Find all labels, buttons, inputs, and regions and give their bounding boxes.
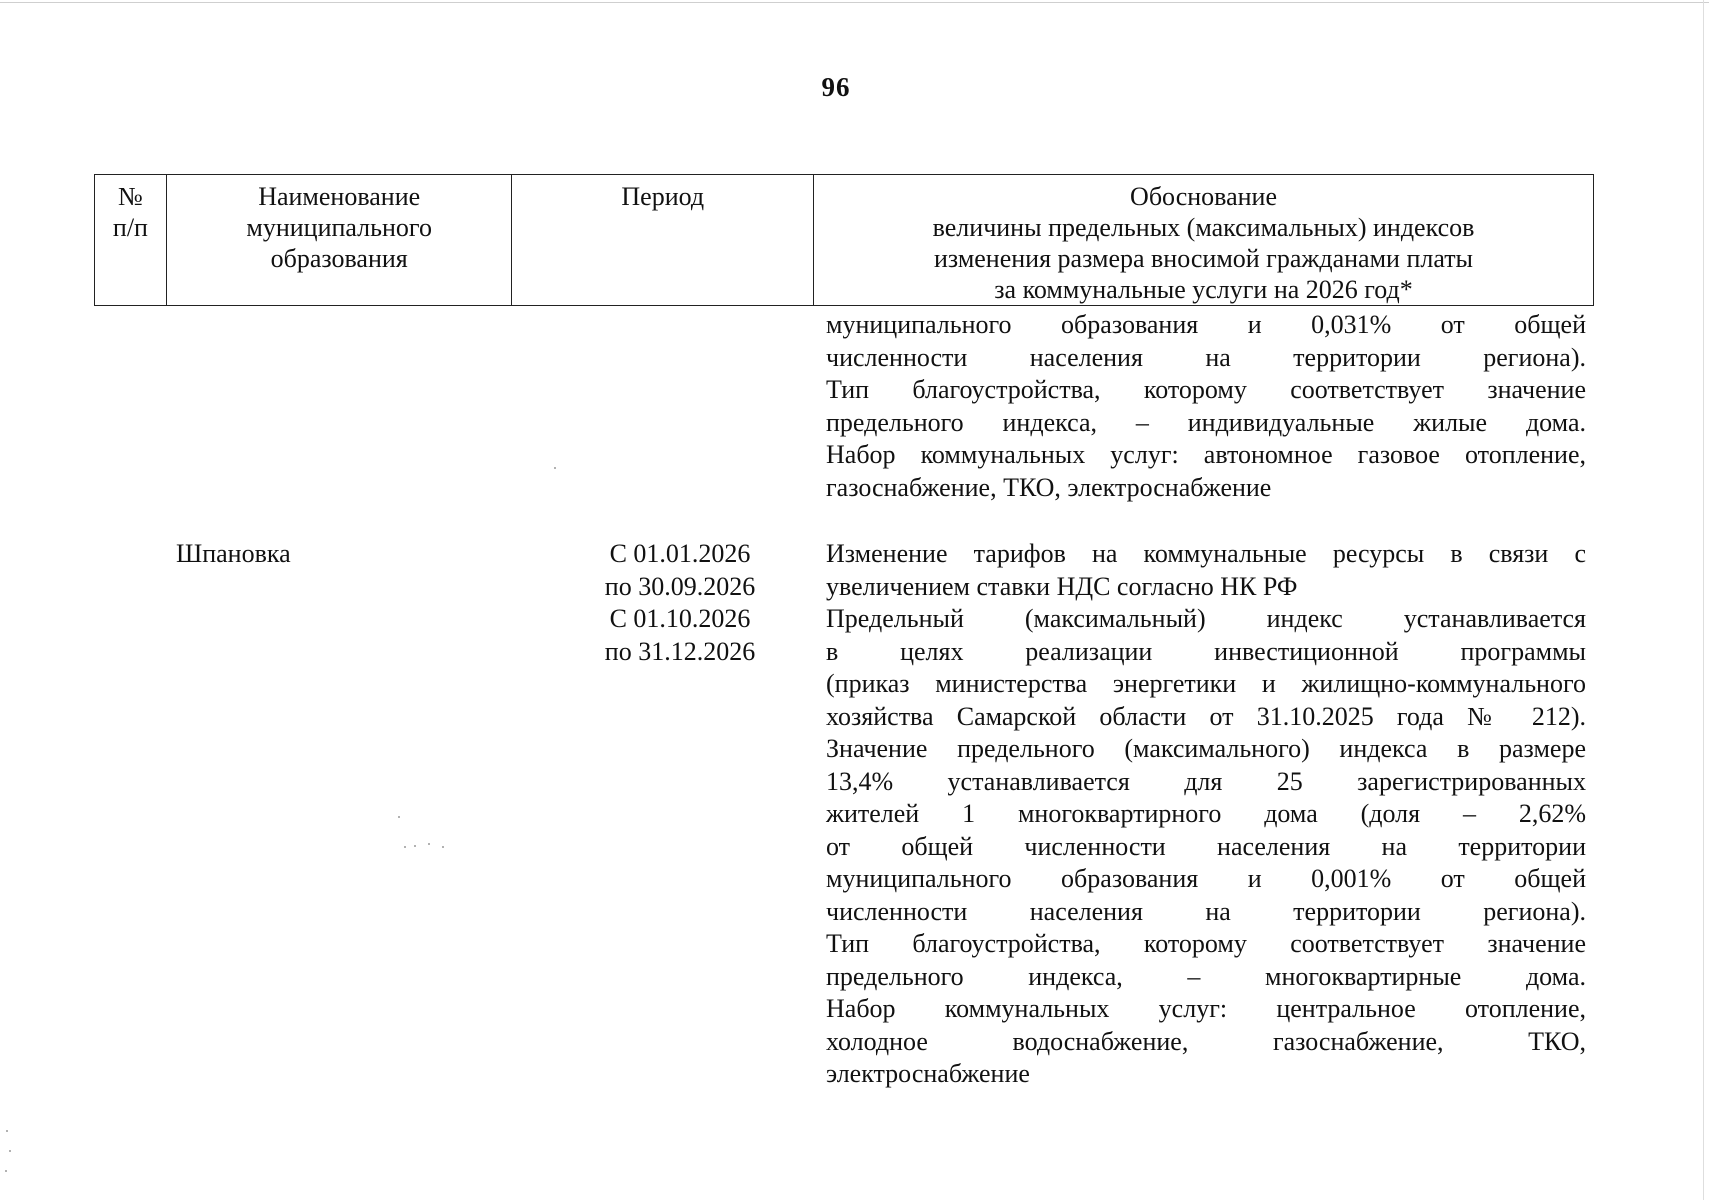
scan-speck <box>5 1170 7 1172</box>
header-col-period-line: Период <box>621 182 705 211</box>
text-line: муниципального образования и 0,001% от общей <box>826 864 1586 893</box>
text-line: газоснабжение, ТКО, электроснабжение <box>826 472 1272 502</box>
scan-speck <box>9 1150 11 1152</box>
header-col-number-line: п/п <box>112 213 148 242</box>
text-line: (приказ министерства энергетики и жилищно-коммунального <box>826 669 1586 698</box>
header-col-name-line: муниципального <box>246 213 432 242</box>
scan-speck <box>554 467 556 469</box>
text-line: в целях реализации инвестиционной программы <box>826 636 1586 666</box>
text-line: увеличением ставки НДС согласно НК РФ <box>826 571 1298 601</box>
text-line: муниципального образования и 0,031% от общей <box>826 310 1586 339</box>
text-line: холодное водоснабжение, газоснабжение, ТКО, <box>826 1026 1586 1056</box>
header-col-name <box>167 175 513 305</box>
scan-speck <box>428 843 430 845</box>
header-col-justification-line: за коммунальные услуги на 2026 год* <box>994 275 1413 304</box>
text-line: от общей численности населения на территории <box>826 831 1586 861</box>
text-line: Изменение тарифов на коммунальные ресурсы в связи с <box>826 539 1586 568</box>
text-line: 13,4% устанавливается для 25 зарегистрированных <box>826 766 1586 796</box>
scan-speck <box>414 845 416 847</box>
text-line: Тип благоустройства, которому соответствует значение <box>826 375 1586 404</box>
header-col-name-line: образования <box>270 244 408 273</box>
header-col-justification <box>814 175 1593 305</box>
period-line: по 31.12.2026 <box>604 636 756 666</box>
text-line: жителей 1 многоквартирного дома (доля – 2,62% <box>826 799 1586 828</box>
scan-speck <box>398 816 400 818</box>
header-col-number-line: № <box>118 182 143 211</box>
text-line: хозяйства Самарской области от 31.10.2025 года № 212). <box>826 701 1586 731</box>
text-line: численности населения на территории региона). <box>826 896 1586 926</box>
table-header <box>94 174 1594 306</box>
scan-speck <box>404 846 406 848</box>
header-col-justification-line: изменения размера вносимой гражданами платы <box>934 244 1474 273</box>
period-line: С 01.10.2026 <box>609 604 751 633</box>
text-line: Значение предельного (максимального) индекса в размере <box>826 734 1586 763</box>
municipality-name: Шпановка <box>176 539 291 568</box>
text-line: электроснабжение <box>826 1059 1030 1088</box>
text-line: предельного индекса, – многоквартирные дома. <box>826 961 1586 991</box>
scan-speck <box>6 1130 8 1132</box>
text-line: Предельный (максимальный) индекс устанавливается <box>826 604 1586 633</box>
scan-top-edge <box>0 2 1709 3</box>
header-col-name-line: Наименование <box>258 182 421 211</box>
scan-speck <box>442 846 444 848</box>
period-line: по 30.09.2026 <box>604 571 756 601</box>
period-line: С 01.01.2026 <box>609 539 751 568</box>
text-line: Набор коммунальных услуг: автономное газовое отопление, <box>826 440 1586 469</box>
scan-right-edge <box>1703 0 1704 1200</box>
justification-cell <box>826 538 1586 1091</box>
continuation-justification <box>826 309 1586 504</box>
header-col-number <box>95 175 167 305</box>
text-line: Набор коммунальных услуг: центральное отопление, <box>826 994 1586 1023</box>
period-cell <box>520 538 840 668</box>
text-line: Тип благоустройства, которому соответствует значение <box>826 929 1586 958</box>
text-line: предельного индекса, – индивидуальные жилые дома. <box>826 407 1586 437</box>
text-line: численности населения на территории региона). <box>826 342 1586 372</box>
page-number: 96 <box>821 72 851 102</box>
header-col-justification-line: величины предельных (максимальных) индексов <box>932 213 1475 242</box>
header-col-period <box>512 175 814 305</box>
header-col-justification-line: Обоснование <box>1130 182 1277 211</box>
